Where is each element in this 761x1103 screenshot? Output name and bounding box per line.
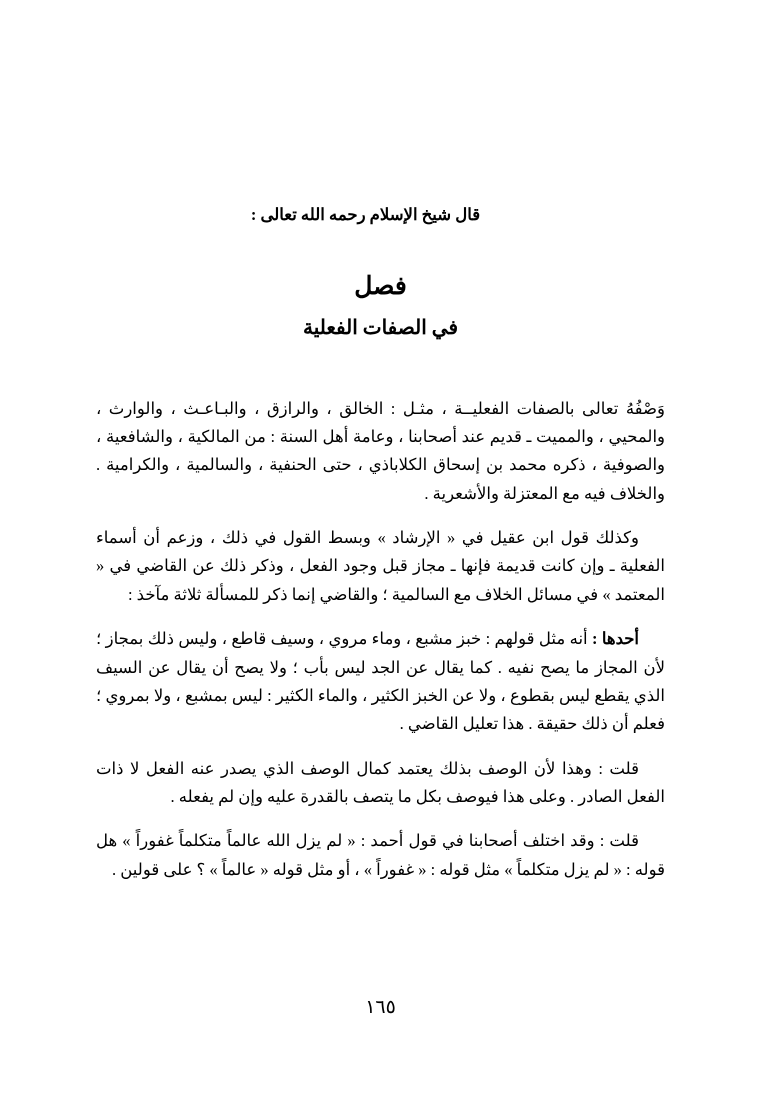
paragraph-4 <box>96 755 665 812</box>
paragraph-1 <box>96 395 665 509</box>
paragraph-4-text: قلت : وهذا لأن الوصف بذلك يعتمد كمال الوصف الذي يصدر عنه الفعل لا ذات الفعل الصادر . وعلى هذا فيوصف بكل ما يتصف بالقدرة عليه وإن لم يفعله . <box>96 758 665 806</box>
paragraph-3-text: أنه مثل قولهم : خبز مشبع ، وماء مروي ، وسيف قاطع ، وليس ذلك بمجاز ؛ لأن المجاز ما يصح نفيه . كما يقال عن الجد ليس بأب ؛ ولا يصح أن يقال عن السيف الذي يقطع ليس بقطوع ، ولا عن الخبز الكثير ، والماء الكثير : ليس بمشبع ، ولا بمروي ؛ فعلم أن ذلك حقيقة . هذا تعليل القاضي . <box>96 629 665 734</box>
paragraph-3-lead: أحدها : <box>591 629 640 649</box>
body-text <box>96 395 665 885</box>
section-title: فصل <box>354 273 407 300</box>
author-attribution: قال شيخ الإسلام رحمه الله تعالى : <box>250 205 481 224</box>
paragraph-1-text: وَصْفُهُ تعالى بالصفات الفعليــة ، مثـل : الخالق ، والرازق ، والبـاعـث ، والوارث ، والمحيي ، والمميت ـ قديم عند أصحابنا ، وعامة أهل السنة : من المالكية ، والشافعية ، والصوفية ، ذكره محمد بن إسحاق الكلاباذي ، حتى الحنفية ، والسالمية ، والكرامية . والخلاف فيه مع المعتزلة والأشعرية . <box>96 398 665 503</box>
paragraph-5 <box>96 827 665 884</box>
section-subtitle: في الصفات الفعلية <box>302 316 459 339</box>
paragraph-5-text: قلت : وقد اختلف أصحابنا في قول أحمد : « لم يزل الله عالماً متكلماً غفوراً » هل قوله : « لم يزل متكلماً » مثل قوله : « غفوراً » ، أو مثل قوله « عالماً » ؟ على قولين . <box>96 831 665 879</box>
page-number: ١٦٥ <box>365 997 396 1018</box>
paragraph-2 <box>96 524 665 609</box>
paragraph-2-text: وكذلك قول ابن عقيل في « الإرشاد » وبسط القول في ذلك ، وزعم أن أسماء الفعلية ـ وإن كانت قديمة فإنها ـ مجاز قبل وجود الفعل ، وذكر ذلك عن القاضي في « المعتمد » في مسائل الخلاف مع السالمية ؛ والقاضي إنما ذكر للمسألة ثلاثة مآخذ : <box>96 528 665 604</box>
paragraph-3 <box>96 625 665 739</box>
